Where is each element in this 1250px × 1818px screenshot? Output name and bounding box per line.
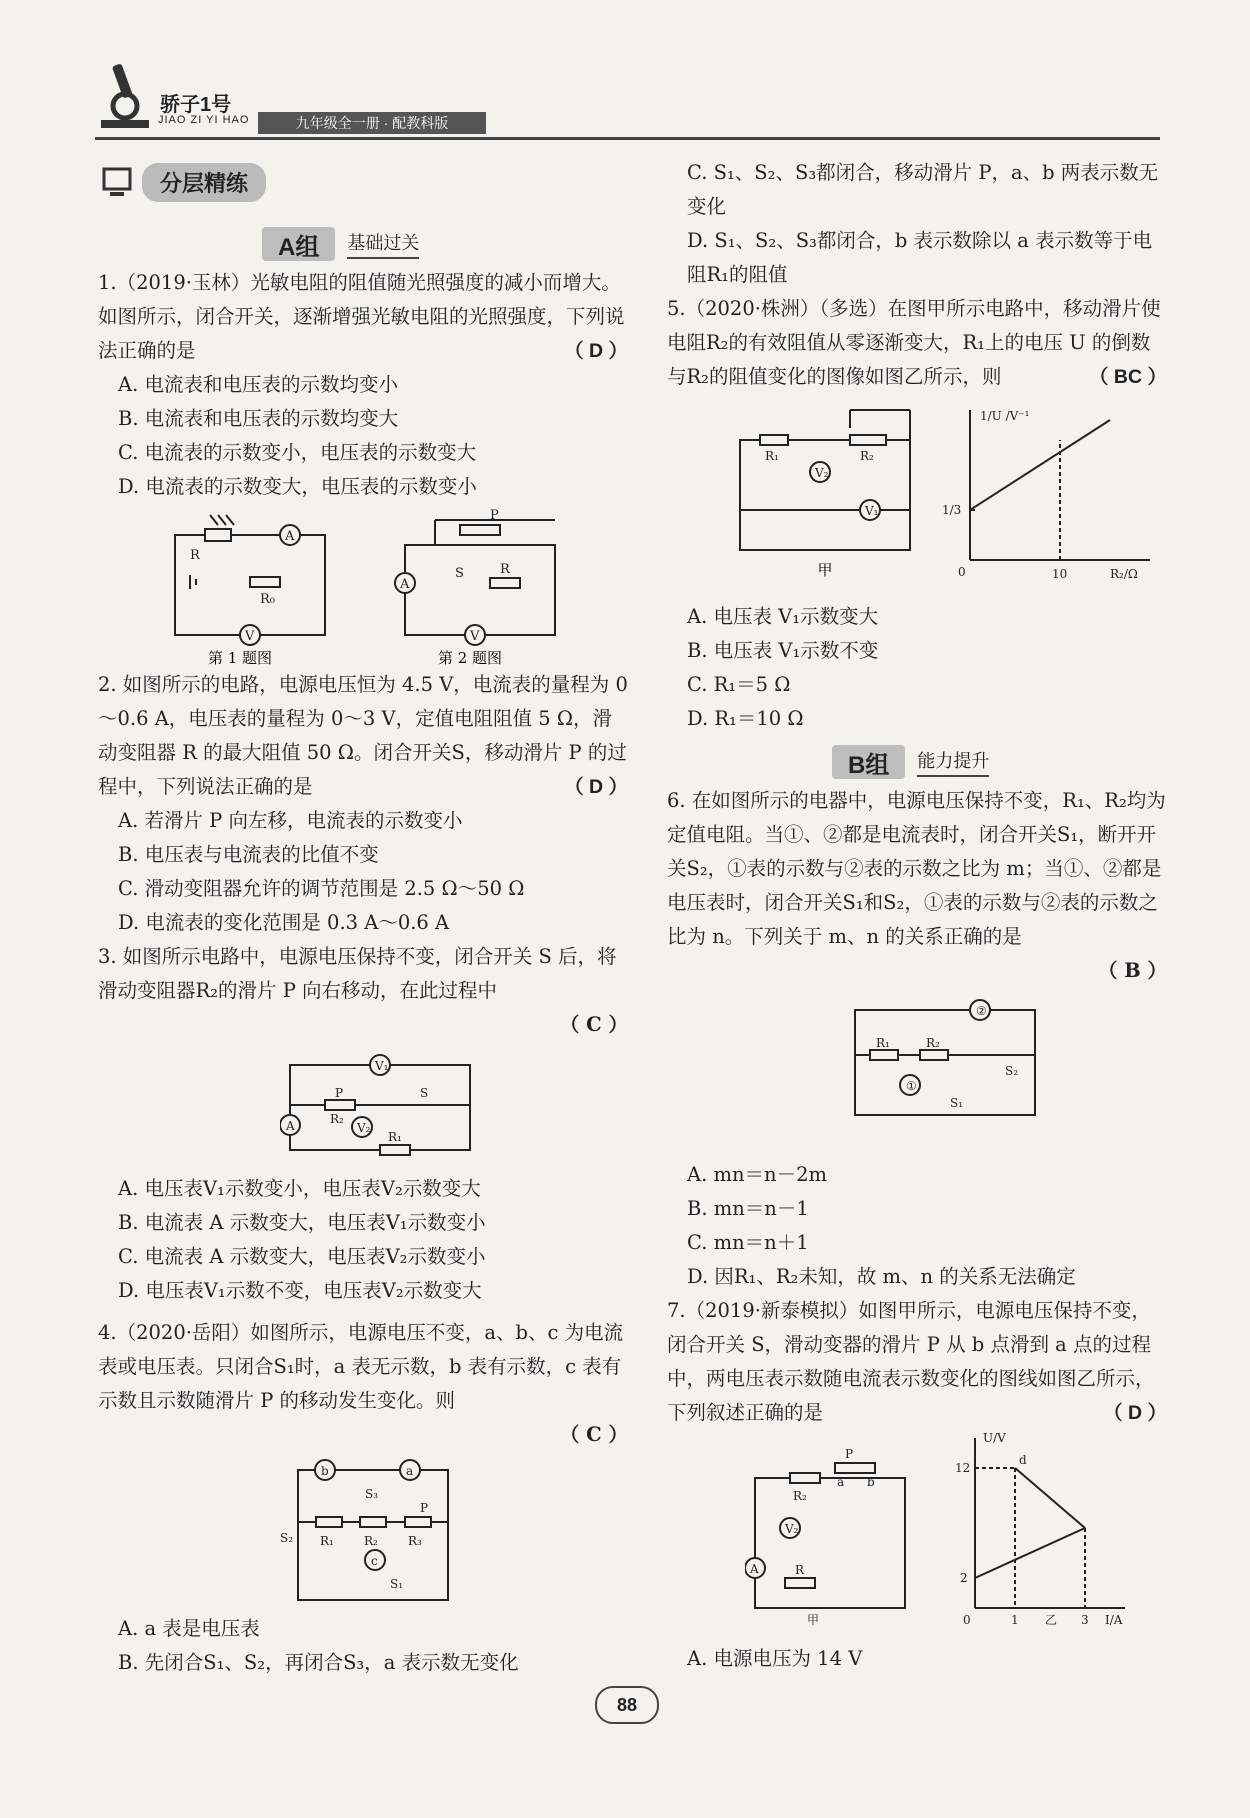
- svg-text:V₂: V₂: [815, 466, 829, 480]
- svg-text:R₃: R₃: [408, 1534, 422, 1548]
- graph-5: [970, 410, 1150, 560]
- circuit-diagram-2: [395, 520, 555, 645]
- question-stem: 7.（2019·新泰模拟）如图甲所示，电源电压保持不变，闭合开关 S，滑动变器的滑片 P 从 b 点滑到 a 点的过程中，两电压表示数随电流表示数变化的图线如图乙所示，下列叙述正确的是 （ D ）: [667, 1294, 1167, 1430]
- svg-text:R₂: R₂: [330, 1112, 344, 1126]
- question-7: [667, 1294, 1167, 1430]
- circuit-diagram-5: [740, 410, 910, 550]
- group-a-title: [262, 226, 419, 262]
- answer-mark: （ C ）: [559, 1013, 628, 1036]
- option-c: C. R₁＝5 Ω: [687, 673, 791, 696]
- svg-text:S: S: [455, 566, 464, 581]
- monitor-icon: [100, 165, 136, 201]
- figure-2-caption: 第 2 题图: [437, 649, 503, 665]
- option-b: B. 电压表与电流表的比值不变: [118, 843, 379, 866]
- graph-5-tick-x: 10: [1052, 567, 1068, 580]
- page-header: [0, 0, 1250, 150]
- svg-text:V₁: V₁: [865, 504, 879, 518]
- graph-7-point-d: d: [1019, 1453, 1027, 1467]
- option-b: B. 电压表 V₁示数不变: [687, 639, 879, 662]
- answer-mark: （ D ）: [564, 340, 628, 362]
- question-stem: 4.（2020·岳阳）如图所示，电源电压不变，a、b、c 为电流表或电压表。只闭合S₁时，a 表无示数，b 表有示数，c 表有示数且示数随滑片 P 的移动发生变化。则: [98, 1321, 624, 1412]
- svg-text:A: A: [285, 529, 295, 544]
- option-c: C. mn＝n＋1: [687, 1231, 809, 1254]
- question-6: [667, 784, 1167, 988]
- group-b-subtitle: 能力提升: [917, 747, 989, 777]
- graph-5-y-label: 1/U /V⁻¹: [980, 409, 1030, 423]
- svg-text:c: c: [371, 1554, 378, 1568]
- question-stem: 1.（2019·玉林）光敏电阻的阻值随光照强度的减小而增大。如图所示，闭合开关，逐渐增强光敏电阻的光照强度，下列说法正确的是 （ D ）: [98, 266, 628, 368]
- graph-5-tick-y: 1/3: [942, 503, 962, 517]
- option-a: A. a 表是电压表: [118, 1617, 260, 1640]
- question-stem: 5.（2020·株洲）（多选）在图甲所示电路中，移动滑片使电阻R₂的有效阻值从零逐渐变大，R₁上的电压 U 的倒数与R₂的阻值变化的图像如图乙所示，则 （ BC ）: [667, 292, 1167, 394]
- answer-mark: （ D ）: [1103, 1402, 1167, 1424]
- svg-text:V₂: V₂: [785, 1522, 799, 1536]
- svg-text:R: R: [190, 548, 200, 563]
- svg-text:A: A: [400, 577, 410, 592]
- svg-text:A: A: [750, 1562, 759, 1576]
- figure-1-caption: 第 1 题图: [207, 649, 273, 665]
- figure-7: [745, 1428, 1145, 1628]
- edition-banner: [258, 112, 486, 134]
- edition-text: 九年级全一册 · 配教科版: [295, 115, 449, 131]
- svg-text:a: a: [406, 1464, 414, 1478]
- question-3: [98, 940, 628, 1042]
- graph-7-origin: 0: [963, 1613, 971, 1627]
- graph-5-origin: 0: [958, 565, 966, 579]
- graph-7: [975, 1438, 1125, 1608]
- option-d: D. S₁、S₂、S₃都闭合，b 表示数除以 a 表示数等于电阻R₁的阻值: [687, 229, 1153, 286]
- question-4-options-cd: [667, 156, 1167, 292]
- figure-5-caption-jia: 甲: [817, 561, 833, 579]
- svg-text:R₁: R₁: [876, 1036, 890, 1050]
- graph-7-tick-x3: 3: [1081, 1613, 1089, 1627]
- circuit-diagram-7: [745, 1463, 905, 1608]
- option-a: A. 若滑片 P 向左移，电流表的示数变小: [118, 809, 463, 832]
- svg-text:①: ①: [906, 1079, 917, 1093]
- section-badge-label: 分层精练: [142, 163, 266, 202]
- svg-text:P: P: [490, 508, 499, 523]
- svg-text:S: S: [420, 1086, 429, 1100]
- graph-7-x-label: I/A: [1105, 1613, 1123, 1627]
- graph-7-tick-y-high: 12: [955, 1461, 971, 1475]
- svg-text:R₁: R₁: [388, 1130, 402, 1144]
- answer-mark: （ B ）: [1097, 959, 1167, 982]
- svg-text:S₂: S₂: [1005, 1064, 1019, 1078]
- group-a-badge: A组: [262, 227, 335, 261]
- svg-text:V: V: [470, 629, 480, 644]
- graph-7-tick-y-low: 2: [960, 1571, 968, 1585]
- section-badge: [100, 163, 266, 202]
- svg-text:V: V: [245, 629, 255, 644]
- option-c: C. 电流表 A 示数变大，电压表V₂示数变小: [118, 1245, 486, 1268]
- question-7-options: [667, 1642, 1167, 1676]
- question-stem: 2. 如图所示的电路，电源电压恒为 4.5 V，电流表的量程为 0～0.6 A，电压表的量程为 0～3 V，定值电阻阻值 5 Ω，滑动变阻器 R 的最大阻值 50 Ω。闭合开关S，移动滑片 P 的过程中，下列说法正确的是 （ D ）: [98, 668, 628, 804]
- svg-text:S₃: S₃: [365, 1487, 379, 1501]
- brand-pinyin: JIAO ZI YI HAO: [158, 114, 250, 126]
- svg-text:R₁: R₁: [765, 449, 779, 463]
- svg-text:S₁: S₁: [950, 1096, 964, 1110]
- figure-7-caption-yi: 乙: [1045, 1613, 1058, 1627]
- question-2: [98, 668, 628, 940]
- option-b: B. 先闭合S₁、S₂，再闭合S₃，a 表示数无变化: [118, 1651, 519, 1674]
- microscope-logo-icon: [95, 60, 155, 130]
- circuit-diagram-1: [175, 515, 325, 645]
- option-d: D. R₁＝10 Ω: [687, 707, 804, 730]
- svg-text:A: A: [286, 1119, 295, 1133]
- circuit-diagram-4: [280, 1450, 480, 1610]
- figures-1-2: [150, 505, 590, 665]
- group-a-subtitle: 基础过关: [347, 229, 419, 259]
- option-b: B. 电流表和电压表的示数均变大: [118, 407, 399, 430]
- group-b-title: [832, 744, 989, 780]
- svg-text:V₁: V₁: [375, 1059, 389, 1073]
- option-a: A. 电压表V₁示数变小，电压表V₂示数变大: [118, 1177, 481, 1200]
- svg-text:S₂: S₂: [280, 1531, 294, 1545]
- option-a: A. 电源电压为 14 V: [687, 1647, 863, 1670]
- svg-text:P: P: [845, 1447, 854, 1461]
- option-d: D. 电流表的示数变大，电压表的示数变小: [118, 475, 477, 498]
- question-1: [98, 266, 628, 504]
- option-a: A. 电压表 V₁示数变大: [687, 605, 879, 628]
- question-5: [667, 292, 1167, 394]
- graph-5-x-label: R₂/Ω: [1110, 567, 1138, 580]
- question-stem: 6. 在如图所示的电器中，电源电压保持不变，R₁、R₂均为定值电阻。当①、②都是电流表时，闭合开关S₁，断开开关S₂，①表的示数与②表的示数之比为 m；当①、②都是电压表时，闭合开关S₁和S₂，①表的示数与②表的示数之比为 n。下列关于 m、n 的关系正确的是: [667, 789, 1166, 948]
- svg-text:R₂: R₂: [793, 1489, 807, 1503]
- figure-5: [730, 400, 1160, 580]
- answer-mark: （ BC ）: [1088, 366, 1167, 388]
- answer-mark: （ C ）: [559, 1423, 628, 1446]
- page-number: 88: [595, 1686, 659, 1724]
- option-d: D. 因R₁、R₂未知，故 m、n 的关系无法确定: [687, 1265, 1076, 1288]
- svg-text:R: R: [500, 562, 510, 577]
- svg-text:R₂: R₂: [860, 449, 874, 463]
- brand-name: 骄子1号: [160, 94, 232, 116]
- group-b-badge: B组: [832, 745, 905, 779]
- option-b: B. 电流表 A 示数变大，电压表V₁示数变小: [118, 1211, 486, 1234]
- question-stem: 3. 如图所示电路中，电源电压保持不变，闭合开关 S 后，将滑动变阻器R₂的滑片 P 向右移动，在此过程中: [98, 945, 617, 1002]
- option-c: C. 电流表的示数变小，电压表的示数变大: [118, 441, 477, 464]
- option-c: C. S₁、S₂、S₃都闭合，移动滑片 P，a、b 两表示数无变化: [687, 161, 1159, 218]
- option-d: D. 电流表的变化范围是 0.3 A～0.6 A: [118, 911, 450, 934]
- graph-7-tick-x1: 1: [1011, 1613, 1019, 1627]
- svg-text:R₀: R₀: [260, 592, 275, 607]
- circuit-diagram-3: [280, 1045, 480, 1165]
- question-4: [98, 1316, 628, 1452]
- svg-text:P: P: [420, 1501, 429, 1515]
- circuit-diagram-6: [840, 985, 1050, 1125]
- option-a: A. 电流表和电压表的示数均变小: [118, 373, 398, 396]
- header-rule: [95, 137, 1160, 140]
- svg-text:R: R: [795, 1563, 805, 1577]
- svg-text:R₁: R₁: [320, 1534, 334, 1548]
- question-4-options-ab: [98, 1612, 628, 1680]
- option-a: A. mn＝n－2m: [687, 1163, 827, 1186]
- graph-5-series-line: [970, 420, 1110, 510]
- graph-7-y-label: U/V: [983, 1431, 1006, 1445]
- svg-text:S₁: S₁: [390, 1577, 404, 1591]
- svg-text:R₂: R₂: [926, 1036, 940, 1050]
- question-5-options: [667, 600, 1167, 736]
- svg-text:R₂: R₂: [364, 1534, 378, 1548]
- question-6-options: [667, 1158, 1167, 1294]
- option-c: C. 滑动变阻器允许的调节范围是 2.5 Ω～50 Ω: [118, 877, 525, 900]
- answer-mark: （ D ）: [564, 776, 628, 798]
- option-d: D. 电压表V₁示数不变，电压表V₂示数变大: [118, 1279, 482, 1302]
- option-b: B. mn＝n－1: [687, 1197, 809, 1220]
- svg-text:b: b: [321, 1464, 329, 1478]
- svg-text:b: b: [867, 1475, 875, 1489]
- svg-text:a: a: [837, 1475, 845, 1489]
- figure-7-caption-jia: 甲: [807, 1613, 820, 1627]
- svg-text:②: ②: [976, 1004, 987, 1018]
- svg-text:V₂: V₂: [357, 1121, 371, 1135]
- svg-text:P: P: [335, 1086, 344, 1100]
- question-3-options: [98, 1172, 628, 1308]
